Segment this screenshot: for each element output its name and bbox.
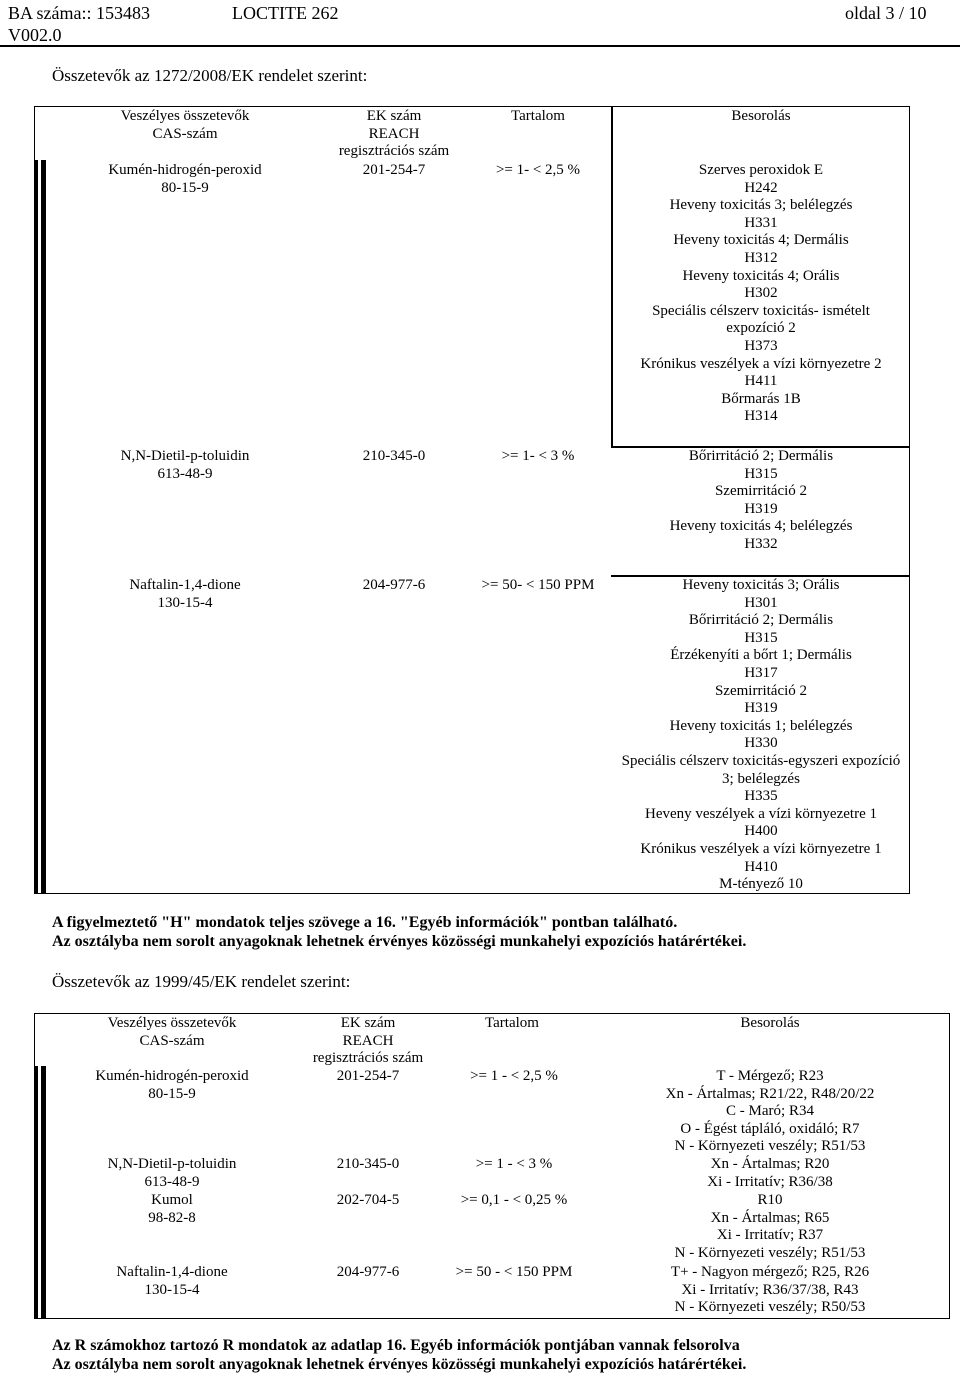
change-bar bbox=[35, 1066, 38, 1318]
change-bar bbox=[41, 1066, 46, 1318]
product-name: LOCTITE 262 bbox=[232, 3, 339, 23]
table-row-substance: N,N-Dietil-p-toluidin 613-48-9 bbox=[120, 448, 250, 482]
table-row-ek: 210-345-0 bbox=[336, 1156, 400, 1172]
table-row-content: >= 1 - < 3 % bbox=[475, 1156, 553, 1172]
table-row-substance: Kumol 98-82-8 bbox=[148, 1192, 196, 1226]
table-row-ek: 204-977-6 bbox=[336, 1264, 400, 1280]
change-bar bbox=[35, 160, 38, 893]
col-header-content: Tartalom bbox=[485, 1015, 539, 1031]
table-row-class: T+ - Nagyon mérgező; R25, R26 Xi - Irritatív; R36/37/38, R43 N - Környezeti veszély; R50/53 bbox=[670, 1264, 870, 1316]
col-header-substance: Veszélyes összetevők CAS-szám bbox=[120, 108, 250, 142]
table-row-content: >= 1 - < 2,5 % bbox=[470, 1068, 558, 1084]
page-indicator: oldal 3 / 10 bbox=[845, 3, 927, 23]
table-row-content: >= 1- < 2,5 % bbox=[495, 162, 581, 178]
table-row-ek: 201-254-7 bbox=[362, 162, 426, 178]
table-row-class: Bőrirritáció 2; Dermális H315 Szemirritáció 2 H319 Heveny toxicitás 4; belélegzés H332 bbox=[669, 448, 853, 552]
table-row-ek: 210-345-0 bbox=[362, 448, 426, 464]
exposure-limits-note: Az osztályba nem sorolt anyagoknak lehetnek érvényes közösségi munkahelyi expozíciós határértékei. bbox=[52, 933, 747, 950]
table-row-substance: Naftalin-1,4-dione 130-15-4 bbox=[129, 577, 241, 611]
header-rule bbox=[0, 45, 960, 47]
col-header-class: Besorolás bbox=[740, 1015, 800, 1031]
section2-title: Összetevők az 1999/45/EK rendelet szerint: bbox=[52, 972, 351, 991]
table-row-content: >= 1- < 3 % bbox=[501, 448, 575, 464]
col-header-substance: Veszélyes összetevők CAS-szám bbox=[107, 1015, 237, 1049]
col-header-class: Besorolás bbox=[731, 108, 791, 124]
table-row-ek: 201-254-7 bbox=[336, 1068, 400, 1084]
table-row-class: Xn - Ártalmas; R20 Xi - Irritatív; R36/38 bbox=[707, 1156, 833, 1190]
table-row-content: >= 50 - < 150 PPM bbox=[455, 1264, 573, 1280]
table-row-class: R10 Xn - Ártalmas; R65 Xi - Irritatív; R37 N - Környezeti veszély; R51/53 bbox=[674, 1192, 866, 1261]
table-row-class: Szerves peroxidok E H242 Heveny toxicitás 3; belélegzés H331 Heveny toxicitás 4; Dermális H312 Heveny toxicitás 4; Orális H302 Speciális célszerv toxicitás- ismételt expozíció 2 H373 Krónikus veszélyek a vízi környezetre 2 H411 Bőrmarás 1B H314 bbox=[640, 162, 882, 425]
table-row-ek: 204-977-6 bbox=[362, 577, 426, 593]
r-statements-note: Az R számokhoz tartozó R mondatok az adatlap 16. Egyéb információk pontjában vannak felsorolva bbox=[52, 1337, 740, 1354]
h-statements-note: A figyelmeztető "H" mondatok teljes szövege a 16. "Egyéb információk" pontban található. bbox=[52, 914, 678, 931]
table-row-content: >= 50- < 150 PPM bbox=[481, 577, 595, 593]
table-row-content: >= 0,1 - < 0,25 % bbox=[460, 1192, 568, 1208]
change-bar bbox=[41, 160, 46, 893]
table-row-substance: Kumén-hidrogén-peroxid 80-15-9 bbox=[108, 162, 262, 196]
col-header-ek: EK szám REACH regisztrációs szám bbox=[312, 1015, 424, 1067]
table-row-substance: N,N-Dietil-p-toluidin 613-48-9 bbox=[107, 1156, 237, 1190]
col-header-ek: EK szám REACH regisztrációs szám bbox=[338, 108, 450, 160]
table-row-substance: Naftalin-1,4-dione 130-15-4 bbox=[116, 1264, 228, 1298]
table-row-class: T - Mérgező; R23 Xn - Ártalmas; R21/22, R48/20/22 C - Maró; R34 O - Égést tápláló, oxidáló; R7 N - Környezeti veszély; R51/53 bbox=[665, 1068, 875, 1155]
version-label: V002.0 bbox=[8, 25, 62, 45]
table-row-ek: 202-704-5 bbox=[336, 1192, 400, 1208]
exposure-limits-note: Az osztályba nem sorolt anyagoknak lehetnek érvényes közösségi munkahelyi expozíciós határértékei. bbox=[52, 1356, 747, 1373]
table-row-class: Heveny toxicitás 3; Orális H301 Bőrirritáció 2; Dermális H315 Érzékenyíti a bőrt 1; Dermális H317 Szemirritáció 2 H319 Heveny toxicitás 1; belélegzés H330 Speciális célszerv toxicitás-egyszeri expozíció 3; belélegzés H335 Heveny veszélyek a vízi környezetre 1 H400 Krónikus veszélyek a vízi környezetre 1 H410 M-tényező 10 bbox=[621, 577, 901, 893]
document-id: BA száma:: 153483 bbox=[8, 3, 150, 23]
section1-title: Összetevők az 1272/2008/EK rendelet szerint: bbox=[52, 66, 368, 85]
col-header-content: Tartalom bbox=[511, 108, 565, 124]
table-row-substance: Kumén-hidrogén-peroxid 80-15-9 bbox=[95, 1068, 249, 1102]
